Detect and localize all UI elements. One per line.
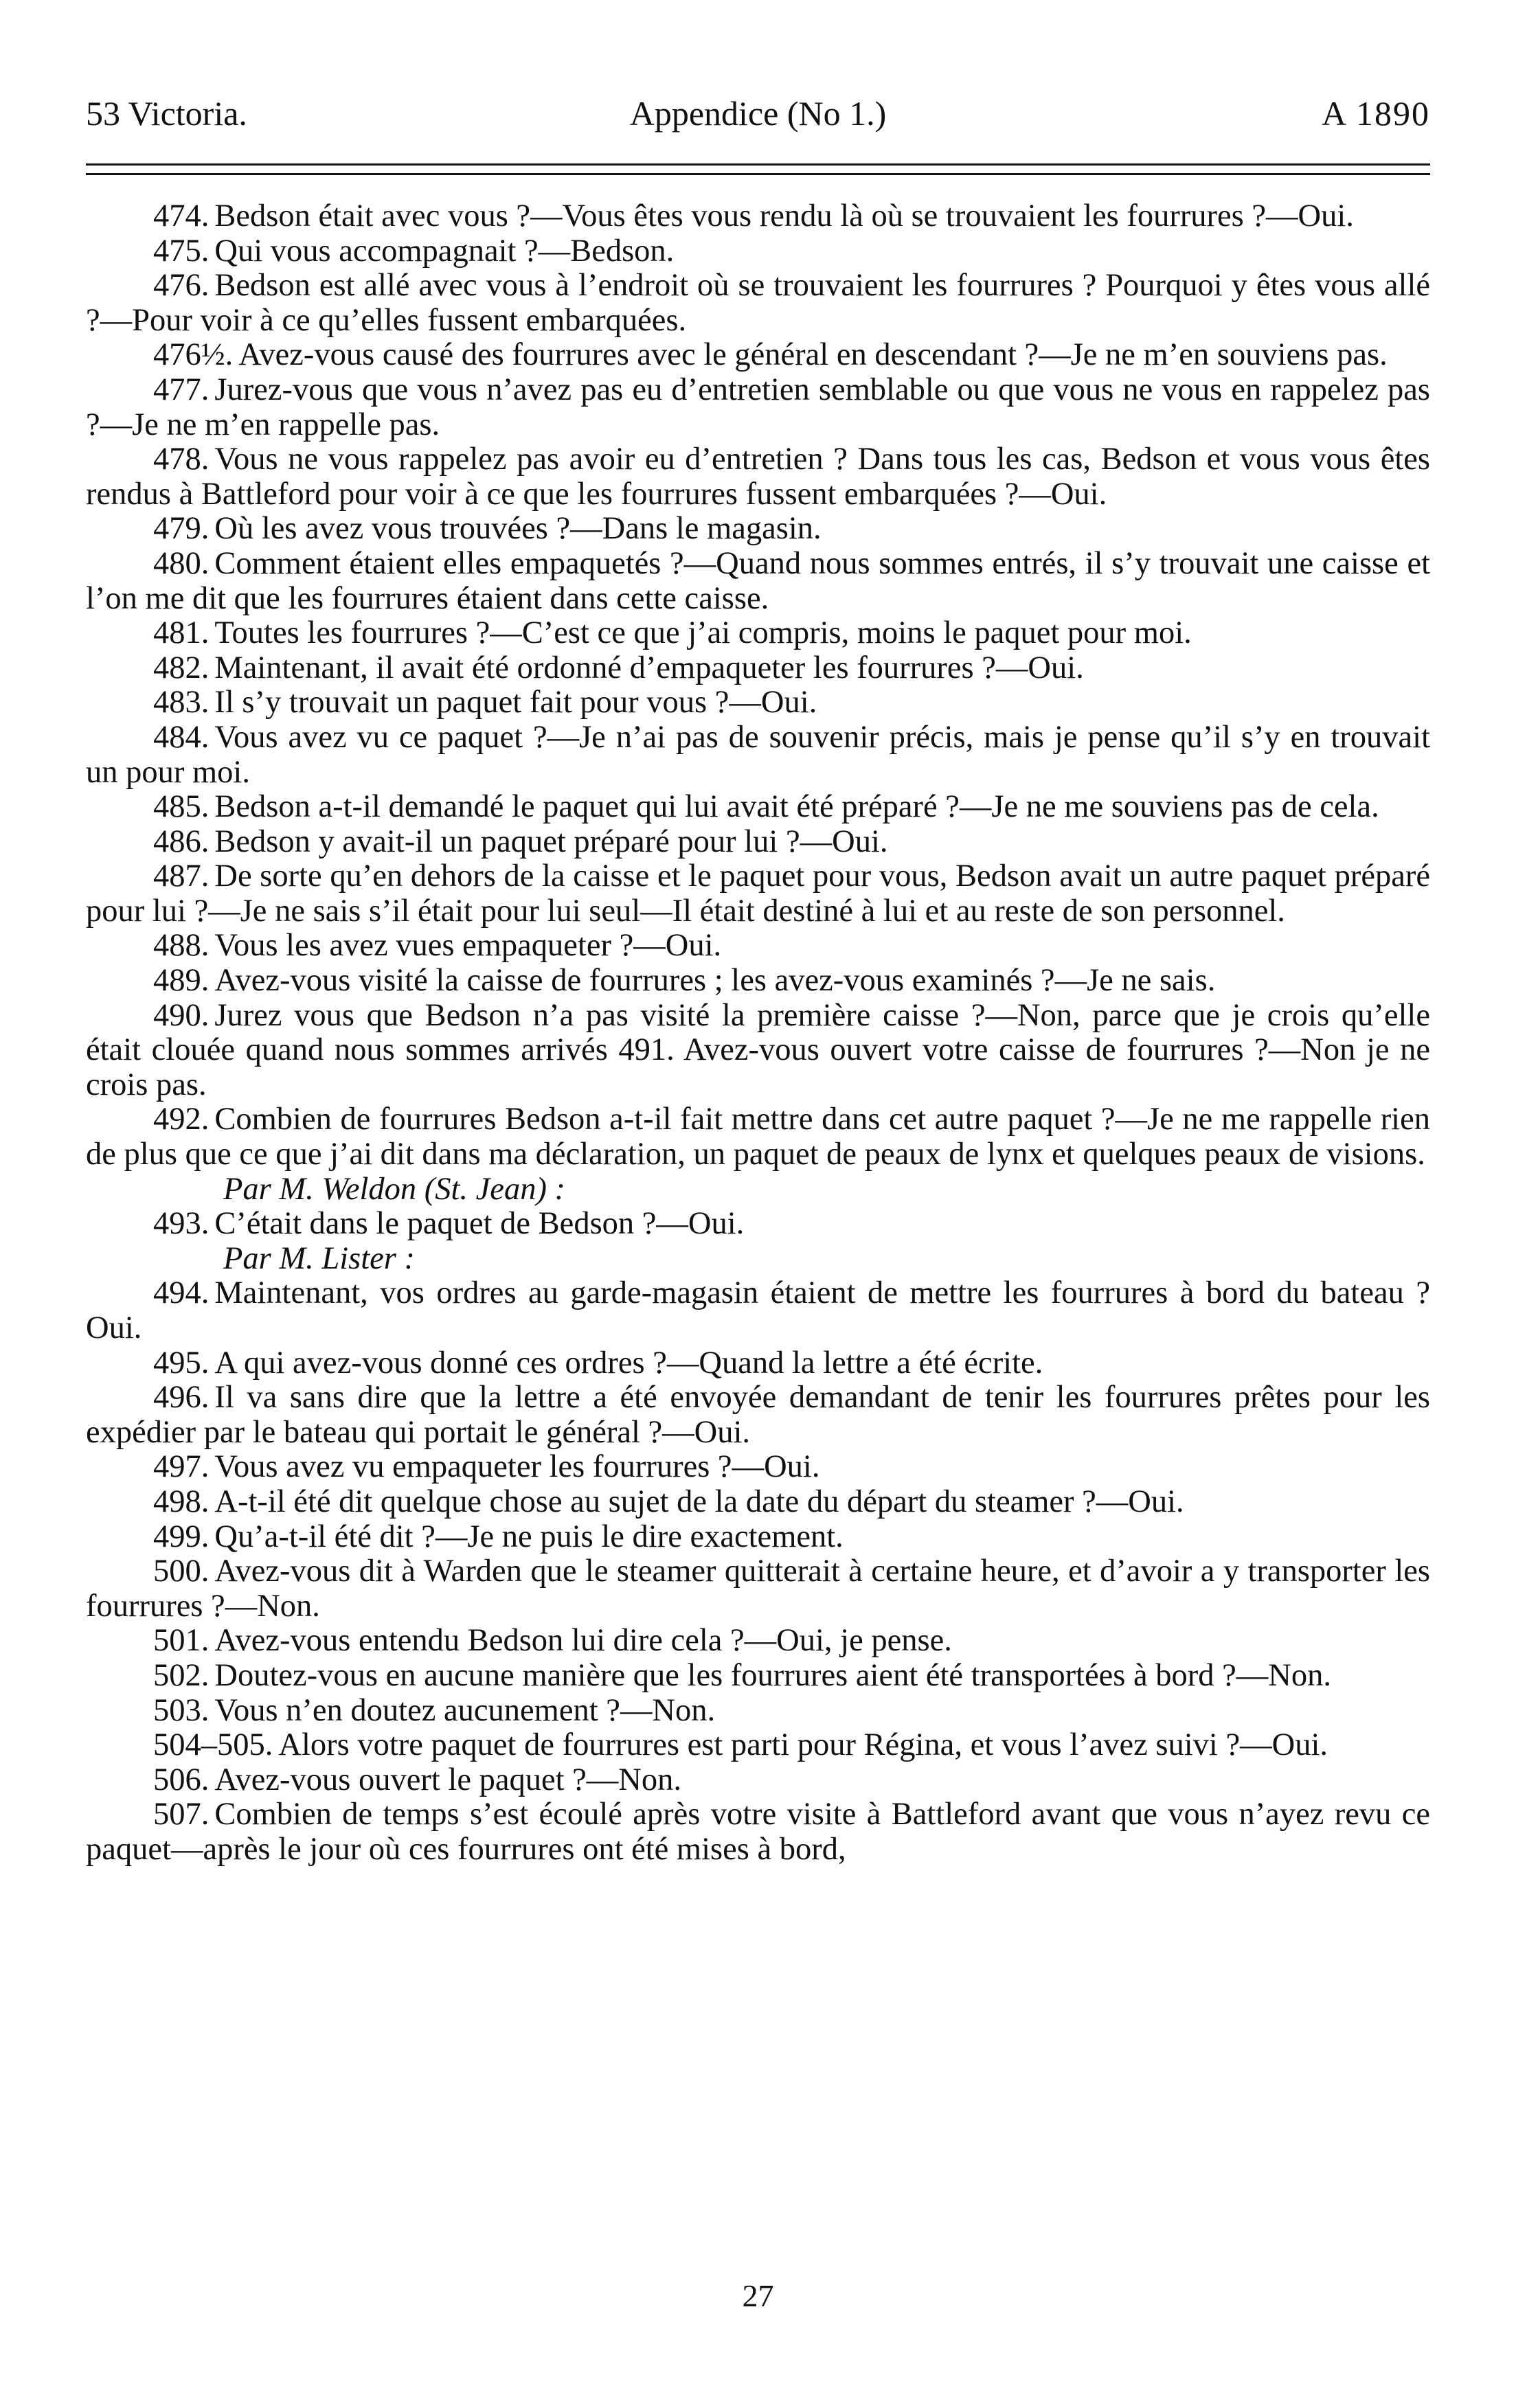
question-entry bbox=[86, 616, 1430, 651]
question-number: 506. bbox=[153, 1762, 210, 1797]
question-entry bbox=[86, 1102, 1430, 1172]
question-entry bbox=[86, 1728, 1430, 1763]
question-text: Avez-vous visité la caisse de fourrures ; les avez-vous examinés ?—Je ne sais. bbox=[214, 963, 1216, 999]
question-entry bbox=[86, 999, 1430, 1103]
question-number: 474. bbox=[153, 198, 210, 234]
question-number: 502. bbox=[153, 1657, 210, 1693]
question-number: 485. bbox=[153, 789, 210, 825]
question-entry bbox=[86, 825, 1430, 860]
question-text: Il s’y trouvait un paquet fait pour vous ?—Oui. bbox=[214, 685, 817, 720]
question-number: 493. bbox=[153, 1206, 210, 1242]
question-text: Vous n’en doutez aucunement ?—Non. bbox=[214, 1692, 716, 1728]
question-entry bbox=[86, 199, 1430, 234]
question-entry bbox=[86, 269, 1430, 338]
question-number: 483. bbox=[153, 685, 210, 720]
question-text: Où les avez vous trouvées ?—Dans le magasin. bbox=[214, 511, 822, 547]
question-number: 489. bbox=[153, 963, 210, 999]
question-number: 498. bbox=[153, 1484, 210, 1519]
question-number: 487. bbox=[153, 859, 210, 894]
question-entry bbox=[86, 1694, 1430, 1729]
header-appendix: Appendice (No 1.) bbox=[629, 94, 887, 133]
question-text: C’était dans le paquet de Bedson ?—Oui. bbox=[214, 1206, 745, 1242]
question-text: Doutez-vous en aucune manière que les fourrures aient été transportées à bord ?—Non. bbox=[214, 1657, 1331, 1693]
question-text: Avez-vous dit à Warden que le steamer quitterait à certaine heure, et d’avoir a y transporter les fourrures ?—Non. bbox=[86, 1554, 1430, 1624]
question-entry bbox=[86, 547, 1430, 616]
question-number: 480. bbox=[153, 545, 210, 581]
question-number: 504–505. bbox=[153, 1727, 273, 1763]
question-entry bbox=[86, 964, 1430, 999]
question-entry bbox=[86, 790, 1430, 825]
speaker-heading: Par M. Lister : bbox=[223, 1240, 415, 1276]
question-number: 507. bbox=[153, 1797, 210, 1832]
question-entry bbox=[86, 1554, 1430, 1624]
question-number: 481. bbox=[153, 615, 210, 651]
question-entry bbox=[86, 720, 1430, 790]
question-entry bbox=[86, 1763, 1430, 1798]
question-number: 479. bbox=[153, 511, 210, 547]
question-text: Vous les avez vues empaqueter ?—Oui. bbox=[214, 928, 722, 964]
question-text: Combien de temps s’est écoulé après votre visite à Battleford avant que vous n’ayez revu ce paquet—après le jour où ces fourrures ont été mises à bord, bbox=[86, 1797, 1430, 1867]
question-text: De sorte qu’en dehors de la caisse et le paquet pour vous, Bedson avait un autre paquet préparé pour lui ?—Je ne sais s’il était pour lui seul—Il était destiné à lui et au reste de son personnel. bbox=[86, 859, 1430, 929]
header-year: A 1890 bbox=[1322, 94, 1430, 133]
question-text: Alors votre paquet de fourrures est parti pour Régina, et vous l’avez suivi ?—Oui. bbox=[278, 1727, 1328, 1763]
question-text: Bedson était avec vous ?—Vous êtes vous rendu là où se trouvaient les fourrures ?—Oui. bbox=[214, 198, 1354, 234]
question-entry bbox=[86, 1346, 1430, 1381]
question-number: 486. bbox=[153, 824, 210, 859]
question-text: Toutes les fourrures ?—C’est ce que j’ai compris, moins le paquet pour moi. bbox=[214, 615, 1192, 651]
header-session: 53 Victoria. bbox=[86, 94, 247, 133]
question-entry bbox=[86, 1520, 1430, 1555]
question-number: 501. bbox=[153, 1623, 210, 1659]
question-text: Vous avez vu ce paquet ?—Je n’ai pas de souvenir précis, mais je pense qu’il s’y en trouvait un pour moi. bbox=[86, 719, 1430, 790]
question-text: Combien de fourrures Bedson a-t-il fait mettre dans cet autre paquet ?—Je ne me rappelle rien de plus que ce que j’ai dit dans ma déclaration, un paquet de peaux de lynx et quelques peaux de visions. bbox=[86, 1102, 1430, 1172]
speaker-heading: Par M. Weldon (St. Jean) : bbox=[223, 1171, 566, 1207]
question-entry bbox=[86, 685, 1430, 720]
question-text: Bedson a-t-il demandé le paquet qui lui avait été préparé ?—Je ne me souviens pas de cela. bbox=[214, 789, 1379, 825]
question-text: Avez-vous entendu Bedson lui dire cela ?—Oui, je pense. bbox=[214, 1623, 952, 1659]
header-rule-top bbox=[86, 163, 1430, 166]
question-entry bbox=[86, 1797, 1430, 1867]
running-header bbox=[86, 86, 1430, 141]
question-number: 494. bbox=[153, 1275, 210, 1311]
question-number: 476. bbox=[153, 268, 210, 304]
question-text: Jurez vous que Bedson n’a pas visité la première caisse ?—Non, parce que je crois qu’elle était clouée quand nous sommes arrivés 491. Avez-vous ouvert votre caisse de fourrures ?—Non je ne crois pas. bbox=[86, 997, 1430, 1102]
question-text: Vous ne vous rappelez pas avoir eu d’entretien ? Dans tous les cas, Bedson et vous vous êtes rendus à Battleford pour voir à ce que les fourrures fussent embarquées ?—Oui. bbox=[86, 442, 1430, 512]
question-number: 503. bbox=[153, 1692, 210, 1728]
testimony-body bbox=[86, 199, 1430, 1867]
question-text: Bedson est allé avec vous à l’endroit où se trouvaient les fourrures ? Pourquoi y êtes vous allé ?—Pour voir à ce qu’elles fussent embarquées. bbox=[86, 268, 1430, 338]
question-number: 488. bbox=[153, 928, 210, 964]
question-number: 478. bbox=[153, 442, 210, 477]
question-entry bbox=[86, 373, 1430, 442]
question-text: Bedson y avait-il un paquet préparé pour lui ?—Oui. bbox=[214, 824, 888, 859]
question-text: Vous avez vu empaqueter les fourrures ?—Oui. bbox=[214, 1449, 820, 1485]
question-entry bbox=[86, 512, 1430, 547]
header-rule-bottom bbox=[86, 173, 1430, 175]
question-number: 482. bbox=[153, 650, 210, 685]
question-number: 499. bbox=[153, 1519, 210, 1554]
question-number: 492. bbox=[153, 1102, 210, 1137]
question-entry bbox=[86, 929, 1430, 964]
question-text: Maintenant, il avait été ordonné d’empaqueter les fourrures ?—Oui. bbox=[214, 650, 1084, 685]
question-entry bbox=[86, 1485, 1430, 1520]
question-entry bbox=[86, 1450, 1430, 1485]
question-text: Avez-vous ouvert le paquet ?—Non. bbox=[214, 1762, 682, 1797]
question-entry bbox=[86, 1207, 1430, 1242]
question-entry bbox=[86, 859, 1430, 929]
question-number: 490. bbox=[153, 997, 210, 1033]
question-text: Comment étaient elles empaquetés ?—Quand nous sommes entrés, il s’y trouvait une caisse et l’on me dit que les fourrures étaient dans cette caisse. bbox=[86, 545, 1430, 616]
question-number: 484. bbox=[153, 719, 210, 755]
question-number: 500. bbox=[153, 1554, 210, 1589]
question-text: Il va sans dire que la lettre a été envoyée demandant de tenir les fourrures prêtes pour les expédier par le bateau qui portait le général ?—Oui. bbox=[86, 1380, 1430, 1450]
question-text: A-t-il été dit quelque chose au sujet de la date du départ du steamer ?—Oui. bbox=[214, 1484, 1184, 1519]
question-entry bbox=[86, 1659, 1430, 1694]
question-entry bbox=[86, 1624, 1430, 1659]
question-number: 475. bbox=[153, 233, 210, 269]
question-number: 495. bbox=[153, 1345, 210, 1381]
question-entry bbox=[86, 338, 1430, 373]
page-number: 27 bbox=[742, 2278, 774, 2313]
question-entry bbox=[86, 234, 1430, 269]
question-text: Avez-vous causé des fourrures avec le général en descendant ?—Je ne m’en souviens pas. bbox=[238, 337, 1388, 373]
question-number: 477. bbox=[153, 372, 210, 407]
question-text: Qu’a-t-il été dit ?—Je ne puis le dire exactement. bbox=[214, 1519, 844, 1554]
question-text: A qui avez-vous donné ces ordres ?—Quand la lettre a été écrite. bbox=[214, 1345, 1043, 1381]
question-entry bbox=[86, 651, 1430, 686]
question-entry bbox=[86, 1276, 1430, 1345]
question-entry bbox=[86, 1381, 1430, 1450]
question-entry bbox=[86, 442, 1430, 512]
question-text: Maintenant, vos ordres au garde-magasin étaient de mettre les fourrures à bord du bateau ? Oui. bbox=[86, 1275, 1430, 1345]
question-text: Jurez-vous que vous n’avez pas eu d’entretien semblable ou que vous ne vous en rappelez pas ?—Je ne m’en rappelle pas. bbox=[86, 372, 1430, 442]
question-number: 476½. bbox=[153, 337, 234, 373]
question-text: Qui vous accompagnait ?—Bedson. bbox=[214, 233, 675, 269]
question-number: 497. bbox=[153, 1449, 210, 1485]
question-number: 496. bbox=[153, 1380, 210, 1416]
